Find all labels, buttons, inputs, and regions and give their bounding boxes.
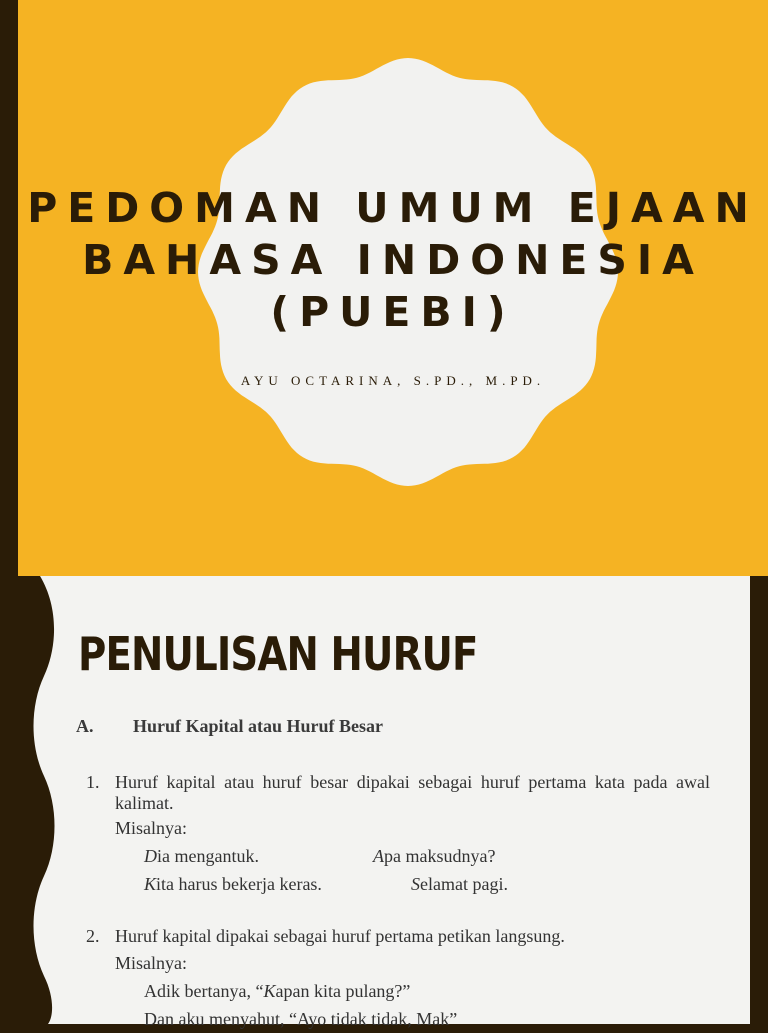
example-text: Apa maksudnya? [373, 846, 496, 866]
example-label: Misalnya: [115, 818, 187, 838]
rule-item-1 [76, 772, 710, 814]
example-text: Kita harus bekerja keras. [144, 874, 322, 894]
example-row [76, 977, 710, 1005]
item-text: Huruf kapital atau huruf besar dipakai sebagai huruf pertama kata pada awal kalimat. [115, 772, 710, 813]
item-number: 2. [86, 926, 100, 946]
example-text-partial: Dan aku menyahut, “Ayo tidak tidak, Mak” [144, 1009, 458, 1029]
example-row [76, 842, 710, 870]
example-label-row [76, 814, 710, 842]
slide-content [76, 716, 710, 1033]
rule-item-2 [76, 926, 710, 947]
author-subtitle: AYU OCTARINA, S.PD., M.PD. [240, 373, 546, 388]
section-a [76, 716, 710, 740]
item-text: Huruf kapital dipakai sebagai huruf pertama petikan langsung. [115, 926, 565, 946]
title-line-1: PEDOMAN UMUM EJAAN [27, 184, 759, 232]
wavy-edge [18, 576, 70, 1024]
example-text: Selamat pagi. [411, 874, 508, 894]
example-text: Adik bertanya, “Kapan kita pulang?” [144, 981, 411, 1001]
example-row [76, 1005, 710, 1033]
item-number: 1. [86, 772, 100, 792]
section-label: Huruf Kapital atau Huruf Besar [133, 716, 384, 736]
section-letter: A. [76, 716, 94, 736]
presentation-title [18, 182, 768, 338]
title-slide [18, 0, 768, 576]
example-label: Misalnya: [115, 953, 187, 973]
title-line-3: (PUEBI) [270, 288, 516, 336]
example-row [76, 870, 710, 898]
slide-heading: PENULISAN HURUF [78, 627, 478, 681]
example-label-row [76, 949, 710, 977]
example-text: Dia mengantuk. [144, 846, 259, 866]
title-line-2: BAHASA INDONESIA [82, 236, 704, 284]
content-slide [18, 576, 750, 1029]
